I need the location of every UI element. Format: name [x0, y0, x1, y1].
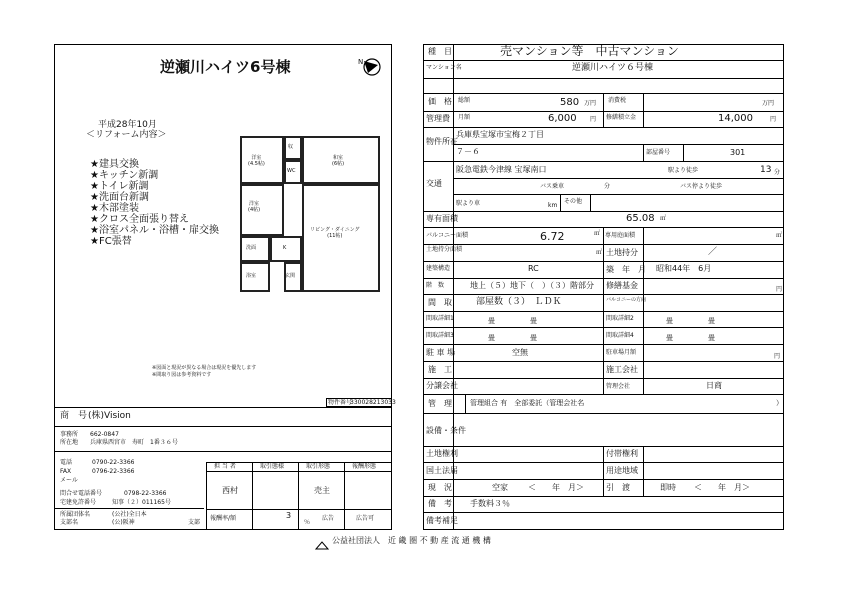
room-label-storage: 収	[288, 144, 294, 150]
association-logo-icon	[315, 536, 329, 546]
name-label: マンション名	[426, 64, 462, 71]
land-right-value: ／	[708, 247, 718, 257]
company-fax: 0796-22-3366	[92, 468, 135, 475]
reform-item: ★浴室パネル・浴槽・扉交換	[90, 225, 219, 236]
seller-label: 分譲会社	[426, 381, 458, 390]
reform-item: ★クロス全面張り替え	[90, 214, 189, 225]
balcony-dir-label: バルコニーの方向	[606, 297, 647, 303]
private-label: 専用庭面積	[605, 232, 636, 239]
other-label: その他	[564, 198, 583, 205]
floors-label: 階 数	[426, 282, 445, 289]
room-label-bath: 浴室	[246, 273, 257, 279]
parking-fee-label: 駐車場月額	[606, 349, 637, 356]
balcony-unit: ㎡	[594, 230, 601, 237]
walk-value: 13	[760, 165, 772, 175]
mid-column-line	[643, 93, 644, 127]
company-name-label: 商 号	[60, 411, 88, 421]
status-date: ＜ 年 月＞	[528, 483, 584, 492]
type-label: 種 目	[428, 47, 452, 56]
company-branch-suffix: 支部	[188, 519, 201, 526]
row-line	[423, 496, 784, 497]
mid-column-line	[603, 446, 604, 496]
tax-unit: 万円	[762, 100, 775, 107]
company-tel: 0790-22-3366	[92, 459, 135, 466]
struct-label: 建築構造	[426, 265, 451, 272]
mid-column-line	[465, 394, 466, 413]
layout-label: 間 取	[428, 298, 452, 307]
walk-label: 駅より徒歩	[668, 167, 699, 174]
bus-walk-label: バス停より徒歩	[680, 183, 723, 190]
fee-unit: ％	[304, 519, 311, 526]
bus-label: バス乗車	[540, 183, 565, 190]
detail2-value: 畳 畳	[666, 317, 715, 325]
mgmt-sub: 月額	[458, 114, 471, 121]
fax-label: FAX	[60, 468, 72, 475]
mid-column-line	[603, 93, 604, 127]
staff-value: 西村	[222, 486, 238, 495]
staff-table-line	[344, 462, 345, 530]
detail1-label: 間取詳細1	[426, 315, 454, 322]
remarks-label: 備 考	[428, 499, 452, 508]
row-line	[453, 194, 784, 195]
staff-header: 担 当 者	[214, 463, 236, 470]
staff-table-line	[206, 509, 392, 510]
tel-label: 電話	[60, 459, 73, 466]
row-line	[423, 413, 784, 414]
doc-number: 330028213033	[350, 399, 396, 406]
company-divider	[54, 508, 204, 509]
area-label: 専有面積	[426, 214, 458, 223]
area-unit: ㎡	[660, 215, 667, 222]
row-line	[453, 144, 784, 145]
management-label: 管 理	[428, 399, 452, 408]
room-label-entrance: 玄関	[285, 273, 296, 279]
loc-label: 物件所在	[426, 137, 458, 146]
company-address: 兵庫県西宮市 寿町 1番３６号	[90, 439, 178, 446]
balcony-value: 6.72	[540, 230, 565, 243]
loc-value2: ７－６	[456, 147, 480, 156]
doc-number-label: 物件番号	[328, 399, 353, 406]
floorplan-room-c	[240, 184, 284, 236]
branch-label: 支部名	[60, 519, 79, 526]
company-divider	[54, 451, 392, 452]
repair-value: 14,000	[718, 113, 753, 124]
land-rights-label: 土地権利	[426, 449, 458, 458]
staff-table-line	[252, 462, 253, 530]
struct-value: RC	[528, 264, 539, 273]
mgmt-co-value: 日商	[706, 381, 722, 390]
property-title: 逆瀬川ハイツ6号棟	[160, 58, 291, 76]
mid-column-line	[683, 144, 684, 161]
status-label: 現 況	[428, 483, 452, 492]
area-value: 65.08	[626, 213, 655, 224]
management-paren: ）	[776, 399, 783, 407]
company-assoc: (公社)全日本	[112, 511, 147, 518]
remarks-value: 手数料３％	[470, 499, 510, 508]
mid-column-line	[590, 194, 591, 211]
mgmt-co-label: 管理会社	[606, 383, 631, 390]
mid-column-line	[643, 144, 644, 161]
staff-table-line	[206, 471, 392, 472]
handover-date: ＜ 年 月＞	[694, 483, 750, 492]
reform-item: ★トイレ新調	[90, 181, 149, 192]
land-unit: ㎡	[596, 249, 603, 256]
built-value: 昭和44年 6月	[656, 264, 712, 273]
room-label-b: 和室 (6帖)	[332, 155, 345, 167]
staff-value: 売主	[314, 486, 330, 495]
private-unit: ㎡	[776, 232, 783, 239]
built-label: 築 年 月	[606, 265, 646, 274]
mid-column-line	[560, 194, 561, 211]
detail4-label: 間取詳細4	[606, 332, 634, 339]
mgmt-value: 6,000	[548, 113, 577, 124]
company-branch: (公)阪神	[112, 519, 135, 526]
terms-label: 設備・条件	[426, 426, 466, 435]
remarks2-label: 備考補足	[426, 516, 458, 525]
fee-value: 3	[286, 511, 292, 520]
ad-value: 広告可	[356, 515, 375, 522]
reform-item: ★FC張替	[90, 236, 132, 247]
management-value: 管理組合 有 全部委託（管理会社名	[470, 399, 585, 407]
row-line	[423, 211, 784, 212]
land-label: 土地持分面積	[426, 246, 463, 253]
zoning-label: 用途地域	[606, 466, 638, 475]
room-no-label: 部屋番号	[646, 149, 671, 156]
office-label: 事務所	[60, 431, 79, 438]
reform-date: 平成28年10月	[98, 120, 157, 130]
price-label: 価 格	[428, 97, 452, 106]
mail-label: メール	[60, 477, 78, 484]
status-value: 空家	[492, 483, 508, 492]
room-label-wash: 洗面	[246, 245, 257, 251]
company-name: (株)Vision	[88, 411, 131, 421]
balcony-label: バルコニー面積	[426, 232, 469, 239]
handover-label: 引 渡	[606, 483, 630, 492]
company-inquiry: 0798-22-3366	[124, 490, 167, 497]
handover-value: 即時	[660, 483, 676, 492]
walk-unit: 分	[774, 169, 781, 176]
mgmt-label: 管理費	[426, 114, 450, 123]
car-unit: km	[548, 202, 558, 209]
mid-column-line	[643, 227, 644, 394]
room-label-ldk: リビング・ダイニング (11帖)	[310, 227, 360, 239]
reform-heading: ＜リフォーム内容＞	[86, 130, 167, 140]
mid-column-line	[603, 227, 604, 394]
detail3-label: 間取詳細3	[426, 332, 454, 339]
land-law-label: 国土法届	[426, 466, 458, 475]
car-label: 駅より車	[456, 200, 481, 207]
row-line	[423, 78, 784, 79]
builder-label: 施 工	[428, 365, 452, 374]
detail2-label: 間取詳細2	[606, 315, 634, 322]
repair-fund-label: 修繕基金	[606, 281, 638, 290]
staff-header: 取引態様	[260, 463, 285, 470]
detail1-value: 畳 畳	[488, 317, 537, 325]
room-label-c: 洋室 (4帖)	[248, 201, 261, 213]
builder2-label: 施工会社	[606, 365, 638, 374]
room-label-toilet: WC	[287, 168, 296, 174]
mid-column-line	[643, 446, 644, 496]
address-label: 所在地	[60, 439, 79, 446]
traffic-label: 交通	[426, 179, 442, 188]
tax-label: 消費税	[608, 97, 627, 104]
room-label-a: 洋室 (4.5帖)	[248, 155, 265, 167]
layout-value: 部屋数（３） ＬＤＫ	[476, 297, 562, 307]
row-line	[423, 394, 784, 395]
company-license: 知事（２）011165号	[112, 499, 171, 506]
parking-fee-unit: 円	[774, 353, 781, 360]
detail3-value: 畳 畳	[488, 334, 537, 342]
loc-value1: 兵庫県宝塚市宝梅２丁目	[456, 130, 544, 139]
bus-min: 分	[604, 183, 611, 190]
repair-unit: 円	[770, 116, 777, 123]
company-zip: 662-0847	[90, 431, 119, 438]
detail4-value: 畳 畳	[666, 334, 715, 342]
price-sub: 総額	[458, 97, 471, 104]
line-value: 阪急電鉄今津線 宝塚南口	[456, 165, 547, 174]
row-line	[423, 60, 784, 61]
parking-value: 空無	[512, 348, 528, 357]
reform-item: ★木部塗装	[90, 203, 139, 214]
price-unit: 万円	[584, 100, 597, 107]
reform-item: ★キッチン新調	[90, 170, 159, 181]
company-divider	[54, 426, 392, 427]
company-divider	[54, 407, 392, 408]
reform-item: ★洗面台新調	[90, 192, 149, 203]
room-no: 301	[730, 148, 746, 157]
repair-label: 修繕積立金	[606, 114, 637, 121]
type-value: 売マンション等 中古マンション	[500, 44, 679, 58]
assoc-label: 所属団体名	[60, 511, 91, 518]
staff-table-line	[298, 462, 299, 530]
row-line	[423, 127, 784, 128]
repair-fund-unit: 円	[776, 286, 783, 293]
staff-header: 報酬形態	[352, 463, 377, 470]
floor-plan	[240, 136, 380, 296]
name-value: 逆瀬川ハイツ６号棟	[572, 63, 654, 73]
reform-item: ★建具交換	[90, 159, 139, 170]
mgmt-unit: 円	[590, 116, 597, 123]
lease-label: 付帯権利	[606, 449, 638, 458]
inquiry-label: 問合せ電話番号	[60, 490, 103, 497]
room-label-kitchen: K	[283, 245, 287, 251]
row-line	[453, 178, 784, 179]
floorplan-note: ※図面と現況が異なる場合は現況を優先します ※間取り図は参考資料です	[152, 365, 257, 378]
land-right-label: 土地持分	[606, 248, 638, 257]
floors-value: 地上（５）地下（ ）（３）階部分	[470, 281, 594, 290]
license-label: 宅建免許番号	[60, 499, 97, 506]
price-value: 580	[560, 97, 580, 108]
parking-label: 駐 車 場	[426, 348, 456, 357]
row-line	[423, 512, 784, 513]
row-line	[423, 161, 784, 162]
footer-association: 公益社団法人 近 畿 圏 不 動 産 流 通 機 構	[332, 536, 491, 545]
compass-letter: N	[358, 58, 364, 66]
fee-label: 報酬率/額	[210, 515, 237, 522]
ad-label: 広告	[322, 515, 335, 522]
staff-header: 取引形態	[306, 463, 331, 470]
